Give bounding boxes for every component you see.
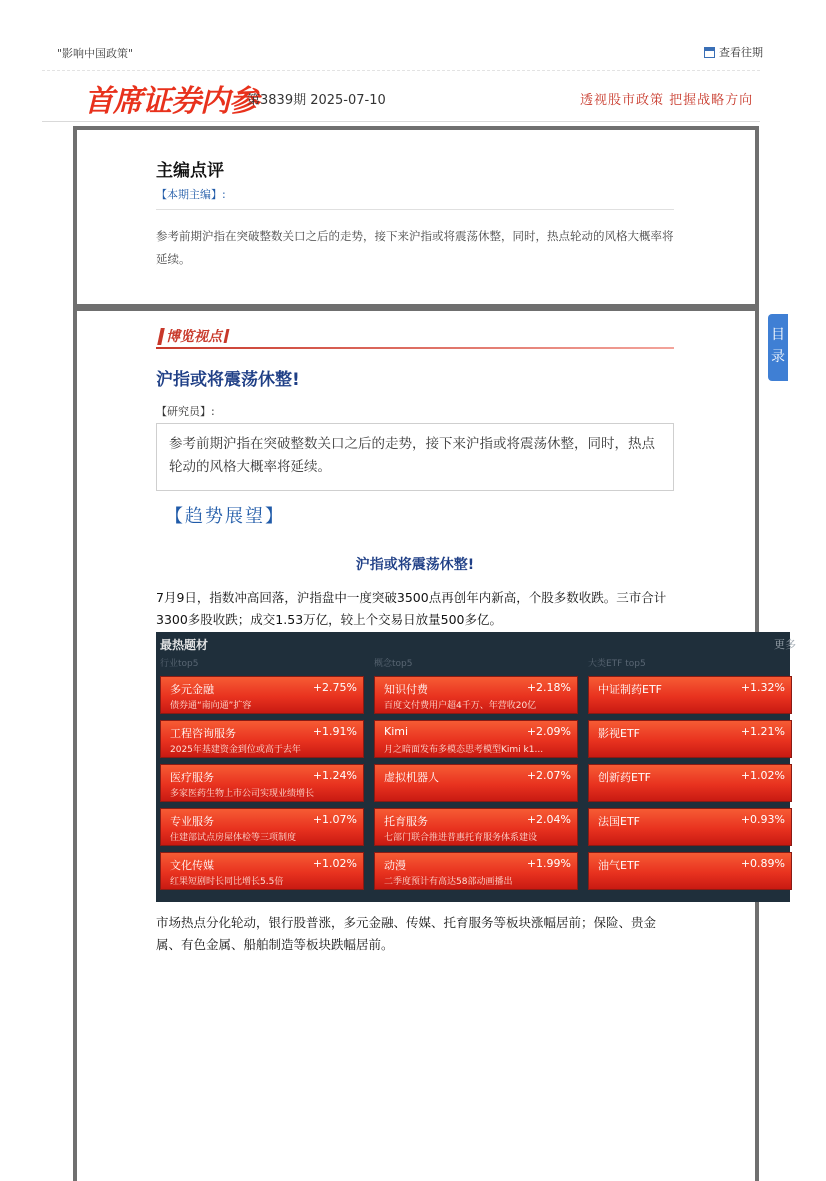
topic-name: Kimi — [384, 725, 409, 738]
editor-role: 【本期主编】: — [156, 188, 226, 201]
topic-name: 油气ETF — [598, 859, 640, 872]
hot-panel-title: 最热题材 — [160, 638, 209, 652]
topic-name: 专业服务 — [170, 815, 214, 828]
editor-comment: 参考前期沪指在突破整数关口之后的走势，接下来沪指或将震荡休整，同时，热点轮动的风格大概率将延续。 — [156, 229, 674, 266]
topic-subtitle: 月之暗面发布多模态思考模型Kimi k1... — [384, 745, 544, 755]
section-underline — [156, 347, 674, 349]
toc-button[interactable] — [768, 314, 788, 381]
topic-card[interactable] — [160, 720, 364, 758]
trend-subheadline: 沪指或将震荡休整! — [355, 557, 475, 573]
topic-change: +0.93% — [740, 813, 785, 826]
para-2: 市场热点分化轮动，银行股普涨，多元金融、传媒、托育服务等板块涨幅居前；保险、贵金属、有色金属、船舶制造等板块跌幅居前。 — [156, 915, 657, 952]
topic-change: +0.89% — [740, 857, 785, 870]
topic-subtitle: 多家医药生物上市公司实现业绩增长 — [170, 789, 315, 799]
topic-card[interactable] — [588, 720, 792, 758]
section-badge-label: 博览视点 — [166, 329, 222, 345]
issue-line: 第3839期 2025-07-10 — [247, 93, 386, 108]
topic-name: 影视ETF — [598, 727, 640, 740]
badge-mark-icon — [224, 329, 230, 343]
topic-card[interactable] — [160, 676, 364, 714]
topic-name: 文化传媒 — [170, 859, 214, 872]
topic-change: +1.07% — [312, 813, 357, 826]
topic-name: 动漫 — [384, 859, 406, 872]
topic-name: 知识付费 — [384, 683, 428, 696]
topic-subtitle: 住建部试点房屋体检等三项制度 — [170, 833, 297, 843]
topic-change: +1.02% — [312, 857, 357, 870]
topic-change: +1.02% — [740, 769, 785, 782]
topic-change: +2.75% — [312, 681, 357, 694]
topic-name: 医疗服务 — [170, 771, 214, 784]
topic-card[interactable] — [160, 808, 364, 846]
researcher-role: 【研究员】: — [156, 405, 215, 418]
topic-subtitle: 2025年基建资金到位或高于去年 — [170, 745, 301, 755]
topic-subtitle: 红果短剧时长同比增长5.5倍 — [170, 877, 284, 887]
history-link[interactable] — [704, 44, 763, 60]
topic-name: 工程咨询服务 — [170, 727, 236, 740]
trend-heading: 【趋势展望】 — [165, 506, 285, 527]
topic-card[interactable] — [374, 852, 578, 890]
header-divider — [42, 121, 760, 122]
slogan: 透视股市政策 把握战略方向 — [580, 93, 754, 108]
hot-panel — [156, 632, 796, 902]
topic-card[interactable] — [374, 720, 578, 758]
topic-subtitle: 百度文付费用户超4千万、年营收20亿 — [384, 701, 537, 711]
topic-name: 法国ETF — [598, 815, 640, 828]
topic-change: +1.32% — [740, 681, 785, 694]
topic-card[interactable] — [160, 764, 364, 802]
topic-card[interactable] — [588, 808, 792, 846]
topic-subtitle: 七部门联合推进普惠托育服务体系建设 — [384, 833, 538, 843]
topic-card[interactable] — [374, 676, 578, 714]
topic-subtitle: 二季度预计有高达58部动画播出 — [384, 877, 513, 887]
history-label: 查看往期 — [719, 46, 763, 59]
article-headline: 沪指或将震荡休整! — [156, 370, 300, 390]
editor-divider — [156, 209, 674, 210]
topic-card[interactable] — [588, 764, 792, 802]
topic-card[interactable] — [160, 852, 364, 890]
column-header: 行业top5 — [160, 659, 199, 669]
topic-card[interactable] — [588, 852, 792, 890]
section-badge — [159, 326, 228, 346]
topic-name: 中证制药ETF — [598, 683, 662, 696]
abstract-box — [156, 423, 674, 491]
topic-card[interactable] — [374, 764, 578, 802]
topic-change: +1.24% — [312, 769, 357, 782]
topic-name: 虚拟机器人 — [384, 771, 439, 784]
topic-change: +1.21% — [740, 725, 785, 738]
topic-name: 多元金融 — [170, 683, 214, 696]
topic-card[interactable] — [374, 808, 578, 846]
logo: 首席证券内参 — [84, 84, 258, 119]
topic-change: +2.04% — [526, 813, 571, 826]
editor-frame — [73, 126, 759, 308]
column-header: 大类ETF top5 — [588, 659, 646, 669]
topic-card[interactable] — [588, 676, 792, 714]
topic-change: +2.07% — [526, 769, 571, 782]
para-1: 7月9日，指数冲高回落，沪指盘中一度突破3500点再创年内新高，个股多数收跌。三市合计3300多股收跌；成交1.53万亿，较上个交易日放量500多亿。 — [156, 590, 667, 627]
hot-panel-more[interactable]: 更多 — [774, 638, 796, 651]
topic-change: +1.99% — [526, 857, 571, 870]
badge-mark-icon — [157, 328, 165, 345]
abstract-text: 参考前期沪指在突破整数关口之后的走势，接下来沪指或将震荡休整，同时，热点轮动的风格大概率将延续。 — [169, 436, 655, 475]
header-tag: "影响中国政策" — [57, 47, 134, 60]
topic-subtitle: 债券通“南向通”扩容 — [170, 701, 252, 711]
editor-title: 主编点评 — [156, 161, 224, 181]
topic-change: +2.18% — [526, 681, 571, 694]
toc-label: 目录 — [771, 327, 785, 365]
topic-name: 创新药ETF — [598, 771, 651, 784]
topic-change: +2.09% — [526, 725, 571, 738]
calendar-icon — [704, 47, 715, 58]
column-header: 概念top5 — [374, 659, 413, 669]
header-divider-top — [42, 70, 760, 71]
topic-change: +1.91% — [312, 725, 357, 738]
topic-name: 托育服务 — [384, 815, 428, 828]
